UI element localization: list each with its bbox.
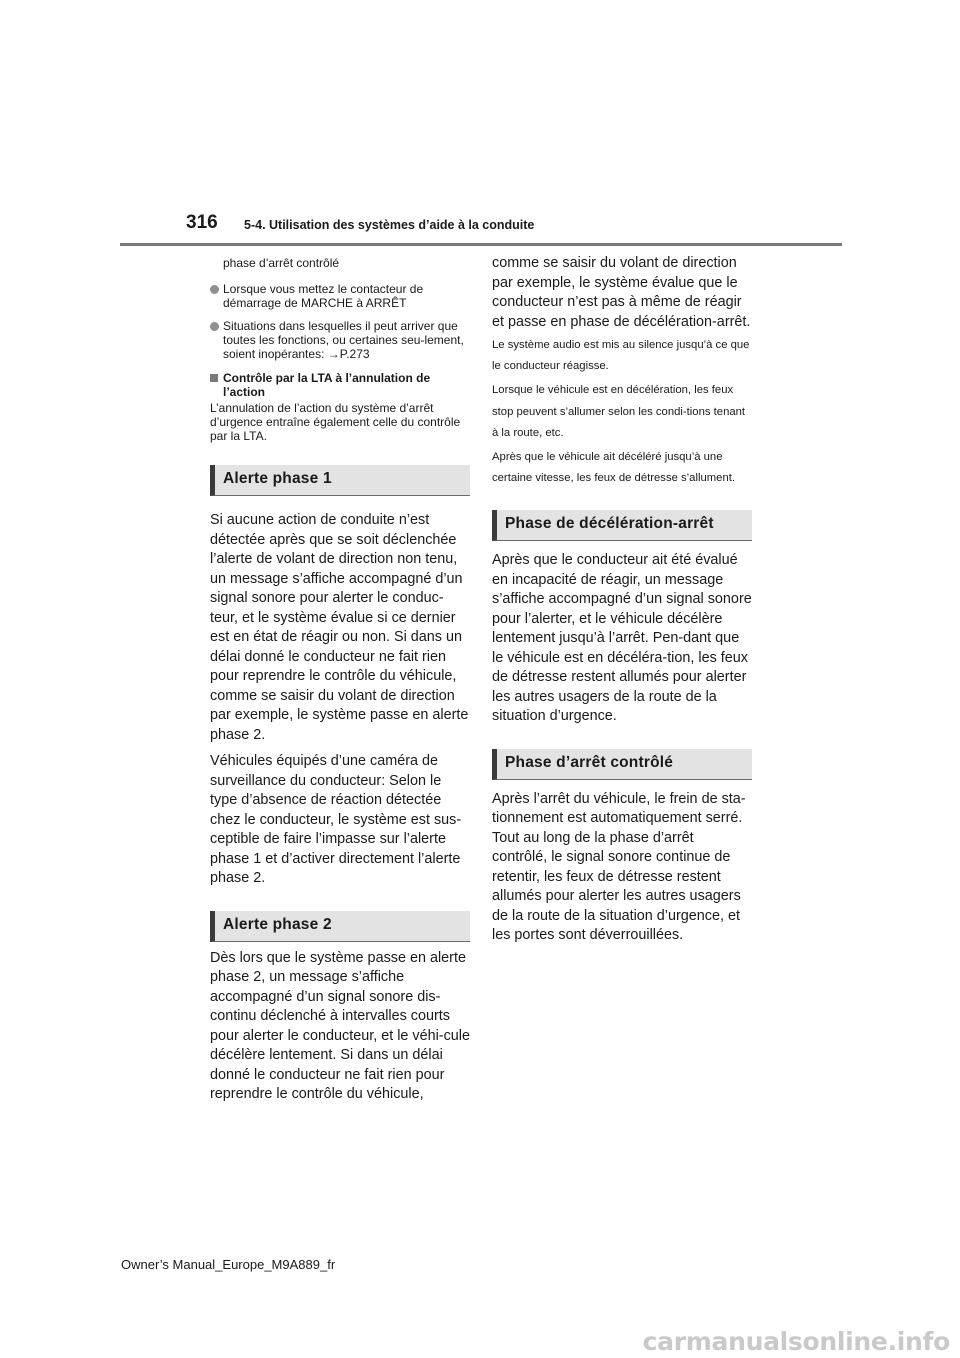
subsection-heading bbox=[210, 371, 470, 399]
list-item bbox=[210, 282, 470, 310]
paragraph: comme se saisir du volant de direction par exemple, le système évalue que le conducteur n’est pas à même de réagir et passe en phase de décélération-arrêt. bbox=[492, 255, 751, 330]
paragraph: Dès lors que le système passe en alerte phase 2, un message s’affiche accompagné d’un signal sonore dis-continu déclenché à intervalles courts pour alerter le conducteur, et le véhi-cule décélère lentement. Si dans un délai donné le conducteur ne fait rien pour reprendre le contrôle du véhicule, bbox=[210, 949, 470, 1102]
continued-fragment: phase d’arrêt contrôlé bbox=[223, 256, 340, 270]
paragraph: Véhicules équipés d’une caméra de surveillance du conducteur: Selon le type d’absence de réaction détectée chez le conducteur, le système est sus-ceptible de faire l’impasse sur l’alerte phase 1 et d’activer directement l’alerte phase 2. bbox=[210, 753, 462, 886]
section-heading-deceleration-arret: Phase de décélération-arrêt bbox=[492, 510, 752, 541]
list-item bbox=[210, 319, 470, 361]
header-divider bbox=[120, 243, 842, 246]
subsection-heading-text: Contrôle par la LTA à l’annulation de l’action bbox=[223, 371, 431, 399]
list-item-text: Situations dans lesquelles il peut arriver que toutes les fonctions, ou certaines seu-lement, soient inopérantes: →P.273 bbox=[223, 319, 464, 361]
right-column bbox=[492, 254, 752, 946]
section-heading-alerte-phase-2: Alerte phase 2 bbox=[210, 911, 470, 942]
page-number: 316 bbox=[186, 212, 218, 233]
note: Le système audio est mis au silence jusqu’à ce que le conducteur réagisse. bbox=[492, 339, 750, 373]
note: Lorsque le véhicule est en décélération, les feux stop peuvent s’allumer selon les condi-tions tenant à la route, etc. bbox=[492, 384, 746, 439]
footer-doc-id: Owner’s Manual_Europe_M9A889_fr bbox=[121, 1257, 336, 1272]
section-title: 5-4. Utilisation des systèmes d’aide à la conduite bbox=[244, 218, 535, 232]
list-item-text: Lorsque vous mettez le contacteur de démarrage de MARCHE à ARRÊT bbox=[223, 282, 424, 310]
paragraph: Après que le conducteur ait été évalué en incapacité de réagir, un message s’affiche accompagné d’un signal sonore pour l’alerter, et le véhicule décélère lentement jusqu’à l’arrêt. Pen-dant que le véhicule est en décéléra-tion, les feux de détresse restent allumés pour alerter les autres usagers de la route de la situation d’urgence. bbox=[492, 552, 752, 725]
note: Après que le véhicule ait décéléré jusqu’à une certaine vitesse, les feux de détresse s’allument. bbox=[492, 451, 736, 485]
paragraph: Si aucune action de conduite n’est détectée après que se soit déclenchée l’alerte de volant de direction non tenu, un message s’affiche accompagné d’un signal sonore pour alerter le conduc-teur, et le système évalue si ce dernier est en état de réagir ou non. Si dans un délai donné le conducteur ne fait rien pour reprendre le contrôle du véhicule, comme se saisir du volant de direction par exemple, le système passe en alerte phase 2. bbox=[210, 512, 469, 743]
watermark: carmanualsonline.info bbox=[642, 1327, 950, 1356]
section-heading-arret-controle: Phase d’arrêt contrôlé bbox=[492, 749, 752, 780]
bullet-icon bbox=[210, 322, 219, 331]
square-bullet-icon bbox=[210, 374, 218, 382]
left-column bbox=[210, 256, 470, 1105]
paragraph: Après l’arrêt du véhicule, le frein de sta-tionnement est automatiquement serré. Tout au long de la phase d’arrêt contrôlé, le signal sonore continue de retentir, les feux de détresse restent allumés pour alerter les autres usagers de la route de la situation d’urgence, et les portes sont déverrouillées. bbox=[492, 790, 746, 944]
subsection-text: L’annulation de l’action du système d’arrêt d’urgence entraîne également celle du contrôle par la LTA. bbox=[210, 401, 461, 443]
bullet-icon bbox=[210, 285, 219, 294]
section-heading-alerte-phase-1: Alerte phase 1 bbox=[210, 465, 470, 496]
